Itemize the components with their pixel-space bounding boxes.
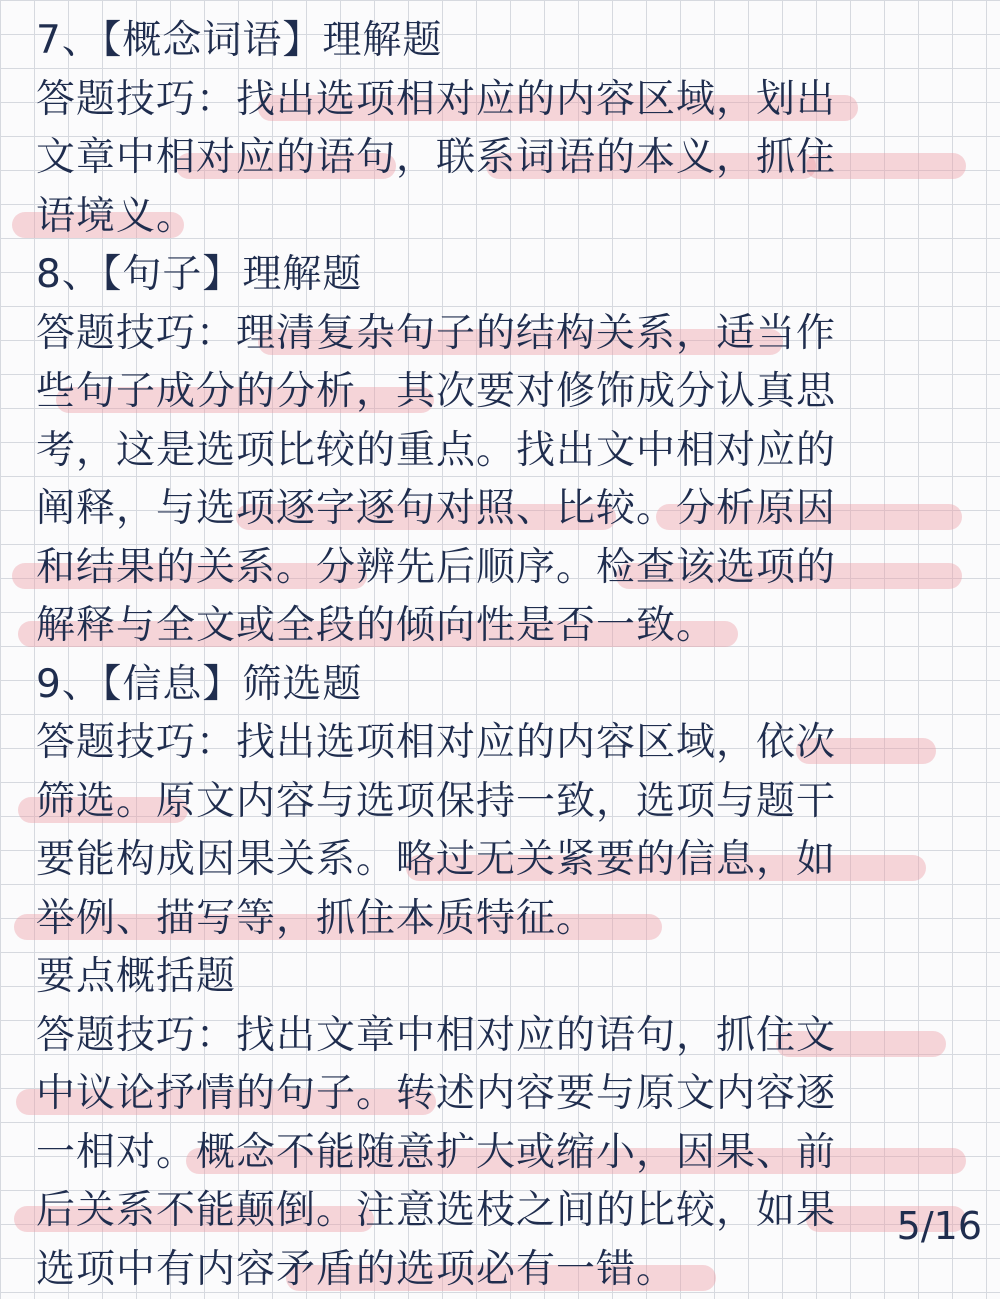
note-line: 后关系不能颠倒。注意选枝之间的比较，如果 xyxy=(36,1182,966,1241)
note-line: 答题技巧：找出文章中相对应的语句，抓住文 xyxy=(36,1007,966,1066)
note-line: 选项中有内容矛盾的选项必有一错。 xyxy=(36,1241,966,1299)
note-line: 答题技巧：找出选项相对应的内容区域，依次 xyxy=(36,714,966,773)
note-line: 中议论抒情的句子。转述内容要与原文内容逐 xyxy=(36,1065,966,1124)
note-line: 和结果的关系。分辨先后顺序。检查该选项的 xyxy=(36,539,966,598)
note-line: 些句子成分的分析，其次要对修饰成分认真思 xyxy=(36,363,966,422)
heading-8: 8、【句子】理解题 xyxy=(36,246,966,305)
heading-7: 7、【概念词语】理解题 xyxy=(36,12,966,71)
note-line: 阐释，与选项逐字逐句对照、比较。分析原因 xyxy=(36,480,966,539)
note-line: 要能构成因果关系。略过无关紧要的信息，如 xyxy=(36,831,966,890)
heading-9: 9、【信息】筛选题 xyxy=(36,656,966,715)
note-line: 筛选。原文内容与选项保持一致，选项与题干 xyxy=(36,773,966,832)
note-line: 举例、描写等，抓住本质特征。 xyxy=(36,890,966,949)
handwritten-notes xyxy=(36,12,966,1299)
heading-summary: 要点概括题 xyxy=(36,948,966,1007)
note-line: 考，这是选项比较的重点。找出文中相对应的 xyxy=(36,422,966,481)
note-line: 答题技巧：理清复杂句子的结构关系，适当作 xyxy=(36,305,966,364)
page-number: 5/16 xyxy=(897,1204,982,1248)
note-line: 答题技巧：找出选项相对应的内容区域，划出 xyxy=(36,71,966,130)
note-line: 解释与全文或全段的倾向性是否一致。 xyxy=(36,597,966,656)
note-line: 文章中相对应的语句，联系词语的本义，抓住 xyxy=(36,129,966,188)
note-line: 一相对。概念不能随意扩大或缩小，因果、前 xyxy=(36,1124,966,1183)
note-line: 语境义。 xyxy=(36,188,966,247)
